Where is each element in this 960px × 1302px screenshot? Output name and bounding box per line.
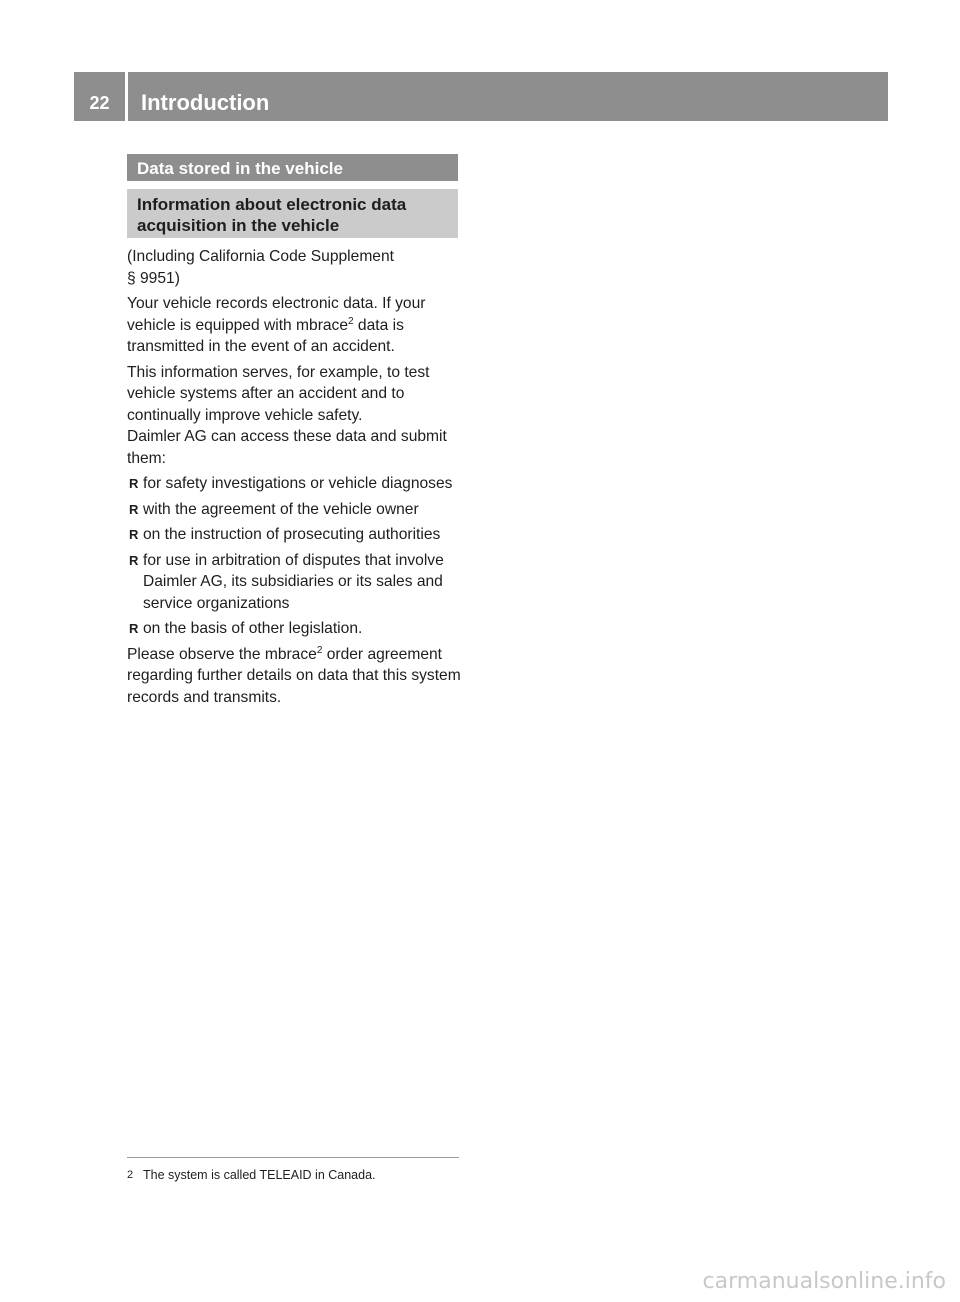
list-item [127, 550, 463, 615]
list-item [127, 524, 463, 546]
footnote-text: The system is called TELEAID in Canada. [143, 1168, 376, 1182]
bullet-marker: R [129, 621, 139, 636]
bullet-marker: R [129, 476, 139, 491]
intro-line-1: (Including California Code Supplement [127, 248, 394, 265]
body-content [127, 246, 463, 712]
list-item-text: on the instruction of prosecuting authorities [143, 526, 441, 543]
list-item [127, 618, 463, 640]
list-item [127, 473, 463, 495]
bullet-marker: R [129, 527, 139, 542]
footnote-rule [127, 1157, 459, 1158]
bullet-marker: R [129, 501, 139, 517]
access-list [127, 473, 463, 640]
page-number: 22 [89, 93, 110, 113]
footnote-ref: 2 [348, 315, 354, 327]
paragraph-access: Daimler AG can access these data and submit them: [127, 428, 447, 467]
paragraph-order-tail: order agreement regarding further details on data that this system records and transmits. [127, 645, 461, 706]
intro-line-2: § 9951) [127, 269, 180, 287]
footnote-marker: 2 [127, 1169, 134, 1181]
chapter-title: Introduction [141, 90, 270, 115]
header-divider [125, 72, 128, 121]
section-heading-electronic-data: Information about electronic data acquisition in the vehicle [127, 189, 458, 238]
paragraph-records [127, 293, 463, 358]
list-item [127, 499, 463, 521]
paragraph-records-tail: data is transmitted in the event of an accident. [127, 316, 404, 355]
list-item-text: for use in arbitration of disputes that involve Daimler AG, its subsidiaries or its sales and service organizations [143, 551, 444, 612]
list-item-text: for safety investigations or vehicle diagnoses [143, 475, 453, 492]
list-item-text: on the basis of other legislation. [143, 620, 363, 637]
list-item-text: with the agreement of the vehicle owner [143, 500, 419, 518]
section-heading-data-stored: Data stored in the vehicle [127, 154, 458, 181]
watermark: carmanualsonline.info [702, 1269, 946, 1294]
paragraph-records-text: Your vehicle records electronic data. If your vehicle is equipped with mbrace [127, 295, 426, 334]
footnote [127, 1166, 376, 1184]
paragraph-purpose: This information serves, for example, to test vehicle systems after an accident and to continually improve vehicle safety. [127, 363, 430, 424]
footnote-ref: 2 [316, 644, 323, 656]
paragraph-order-agreement [127, 644, 463, 709]
bullet-marker: R [129, 552, 139, 568]
paragraph-order-text: Please observe the mbrace [127, 645, 317, 663]
